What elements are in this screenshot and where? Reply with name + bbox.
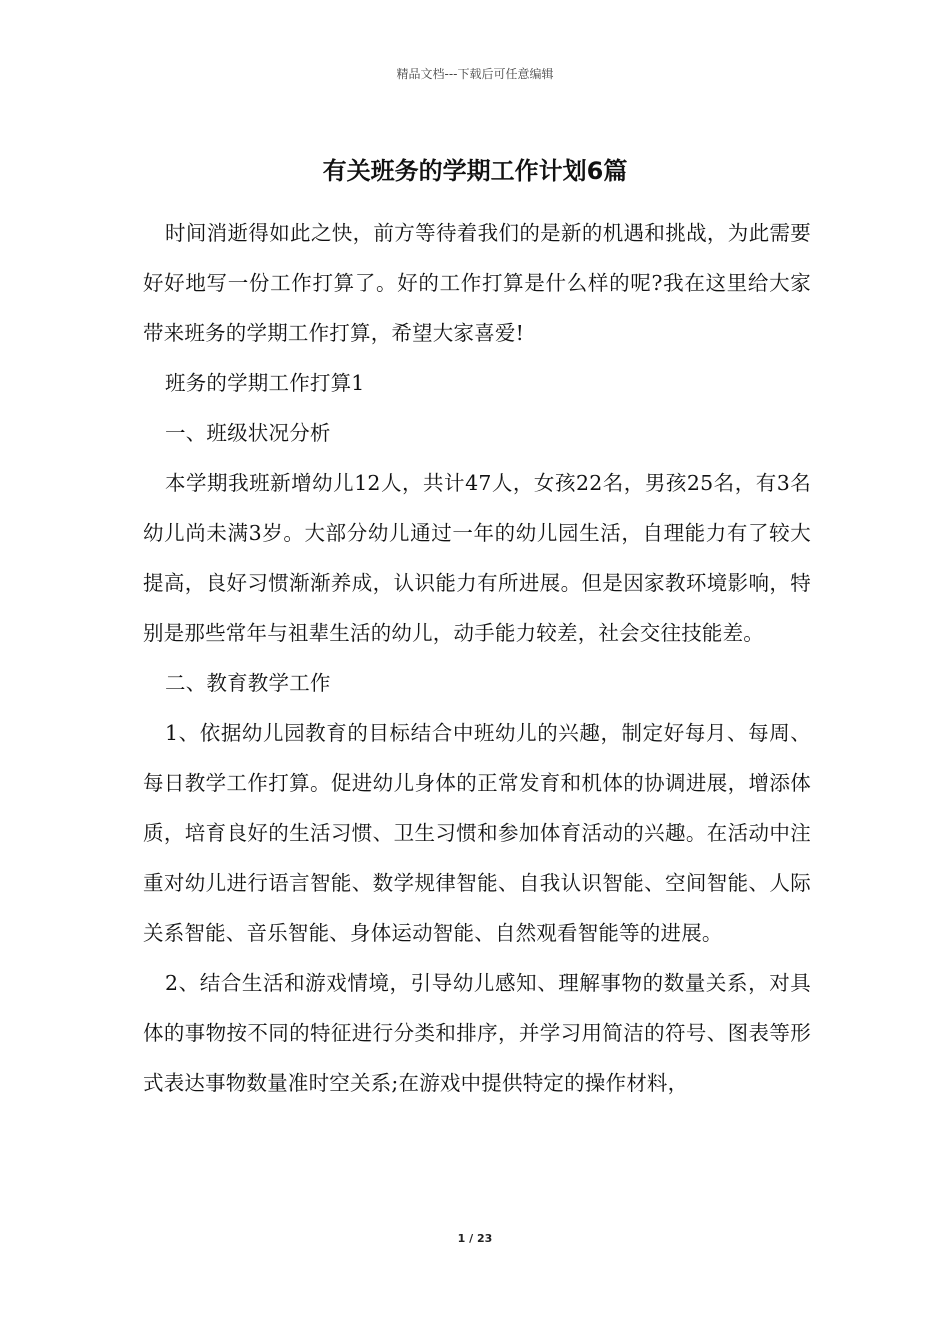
subheading-education-work: 二、教育教学工作 — [165, 671, 331, 695]
page-number: 1 / 23 — [457, 1232, 493, 1245]
class-analysis-paragraph: 本学期我班新增幼儿12人，共计47人，女孩22名，男孩25名，有3名幼儿尚未满3岁。大部分幼儿通过一年的幼儿园生活，自理能力有了较大提高，良好习惯渐渐养成，认识能力有所进展。但是因家教环境影响，特别是那些常年与祖辈生活的幼儿，动手能力较差，社会交往技能差。 — [143, 471, 811, 645]
intro-paragraph: 时间消逝得如此之快，前方等待着我们的是新的机遇和挑战，为此需要好好地写一份工作打算了。好的工作打算是什么样的呢?我在这里给大家带来班务的学期工作打算，希望大家喜爱! — [143, 221, 811, 345]
subheading-class-analysis: 一、班级状况分析 — [165, 421, 331, 445]
section-heading-plan-1: 班务的学期工作打算1 — [165, 371, 365, 395]
education-item-1: 1、依据幼儿园教育的目标结合中班幼儿的兴趣，制定好每月、每周、每日教学工作打算。促进幼儿身体的正常发育和机体的协调进展，增添体质，培育良好的生活习惯、卫生习惯和参加体育活动的兴趣。在活动中注重对幼儿进行语言智能、数学规律智能、自我认识智能、空间智能、人际关系智能、音乐智能、身体运动智能、自然观看智能等的进展。 — [143, 721, 811, 945]
education-item-2: 2、结合生活和游戏情境，引导幼儿感知、理解事物的数量关系，对具体的事物按不同的特征进行分类和排序，并学习用简洁的符号、图表等形式表达事物数量准时空关系;在游戏中提供特定的操作材料， — [143, 971, 811, 1095]
document-title: 有关班务的学期工作计划6篇 — [322, 157, 628, 185]
page-header: 精品文档---下载后可任意编辑 — [396, 67, 554, 81]
document-body — [143, 208, 811, 1108]
